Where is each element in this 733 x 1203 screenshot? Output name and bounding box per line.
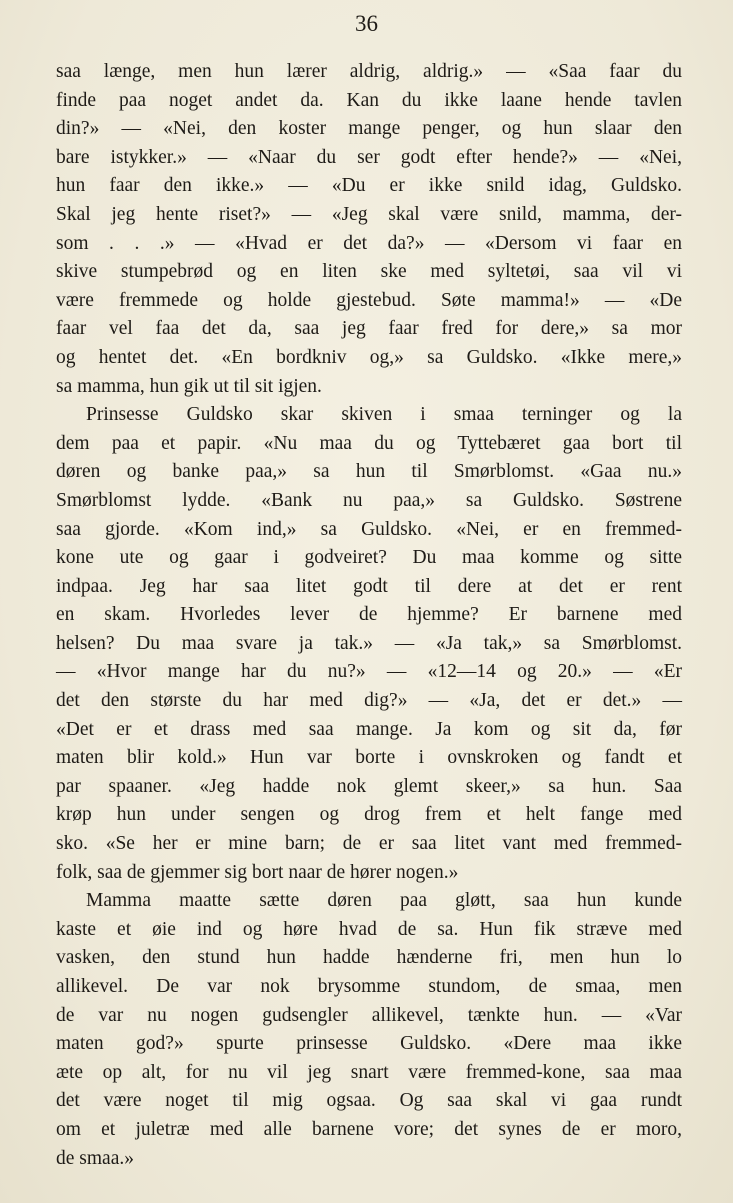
text-line: Smørblomst lydde. «Bank nu paa,» sa Guldsko. Søstrene	[56, 489, 682, 511]
text-line: folk, saa de gjemmer sig bort naar de hører nogen.»	[56, 861, 459, 883]
text-line: din?» — «Nei, den koster mange penger, og hun slaar den	[56, 118, 682, 140]
text-line: krøp hun under sengen og drog frem et helt fange med	[56, 804, 682, 826]
text-line: skive stumpebrød og en liten ske med syltetøi, saa vil vi	[56, 261, 682, 283]
text-line: Prinsesse Guldsko skar skiven i smaa terninger og la	[86, 404, 682, 426]
text-line: de var nu nogen gudsengler allikevel, tænkte hun. — «Var	[56, 1004, 682, 1026]
text-line: de smaa.»	[56, 1147, 134, 1169]
text-line: Skal jeg hente riset?» — «Jeg skal være snild, mamma, der-	[56, 203, 682, 225]
text-line: saa længe, men hun lærer aldrig, aldrig.» — «Saa faar du	[56, 61, 682, 82]
text-line: par spaaner. «Jeg hadde nok glemt skeer,» sa hun. Saa	[56, 775, 682, 797]
text-line: «Det er et drass med saa mange. Ja kom og sit da, før	[56, 718, 682, 740]
text-line: maten blir kold.» Hun var borte i ovnskroken og fandt et	[56, 747, 682, 769]
text-line: maten god?» spurte prinsesse Guldsko. «Dere maa ikke	[56, 1033, 682, 1055]
text-line: kone ute og gaar i godveiret? Du maa komme og sitte	[56, 547, 682, 569]
text-line: vasken, den stund hun hadde hænderne fri, men hun lo	[56, 947, 682, 969]
text-line: kaste et øie ind og høre hvad de sa. Hun fik stræve med	[56, 918, 682, 940]
text-line: sko. «Se her er mine barn; de er saa litet vant med fremmed-	[56, 833, 682, 855]
text-line: det den største du har med dig?» — «Ja, det er det.» —	[56, 690, 682, 712]
text-line: og hentet det. «En bordkniv og,» sa Guldsko. «Ikke mere,»	[56, 346, 682, 368]
text-line: en skam. Hvorledes lever de hjemme? Er barnene med	[56, 604, 682, 626]
text-line: som . . .» — «Hvad er det da?» — «Dersom vi faar en	[56, 232, 682, 254]
text-line: dem paa et papir. «Nu maa du og Tyttebæret gaa bort til	[56, 432, 682, 454]
text-line: bare istykker.» — «Naar du ser godt efter hende?» — «Nei,	[56, 146, 682, 168]
body-text	[56, 58, 682, 1173]
text-line: allikevel. De var nok brysomme stundom, de smaa, men	[56, 976, 682, 997]
text-line: hun faar den ikke.» — «Du er ikke snild idag, Guldsko.	[56, 175, 682, 197]
text-line: Mamma maatte sætte døren paa gløtt, saa hun kunde	[86, 890, 682, 912]
text-line: finde paa noget andet da. Kan du ikke laane hende tavlen	[56, 89, 682, 111]
text-line: det være noget til mig ogsaa. Og saa skal vi gaa rundt	[56, 1090, 682, 1112]
text-line: døren og banke paa,» sa hun til Smørblomst. «Gaa nu.»	[56, 461, 682, 483]
text-line: helsen? Du maa svare ja tak.» — «Ja tak,» sa Smørblomst.	[56, 632, 682, 654]
text-line: være fremmede og holde gjestebud. Søte mamma!» — «De	[56, 289, 682, 311]
text-line: æte op alt, for nu vil jeg snart være fremmed-kone, saa maa	[56, 1061, 682, 1083]
text-line: saa gjorde. «Kom ind,» sa Guldsko. «Nei, er en fremmed-	[56, 518, 682, 540]
page-number: 36	[355, 11, 378, 36]
text-line: — «Hvor mange har du nu?» — «12—14 og 20.» — «Er	[56, 661, 682, 683]
text-line: faar vel faa det da, saa jeg faar fred for dere,» sa mor	[56, 318, 682, 340]
text-line: sa mamma, hun gik ut til sit igjen.	[56, 375, 322, 397]
text-line: indpaa. Jeg har saa litet godt til dere at det er rent	[56, 575, 682, 597]
text-line: om et juletræ med alle barnene vore; det synes de er moro,	[56, 1118, 682, 1140]
